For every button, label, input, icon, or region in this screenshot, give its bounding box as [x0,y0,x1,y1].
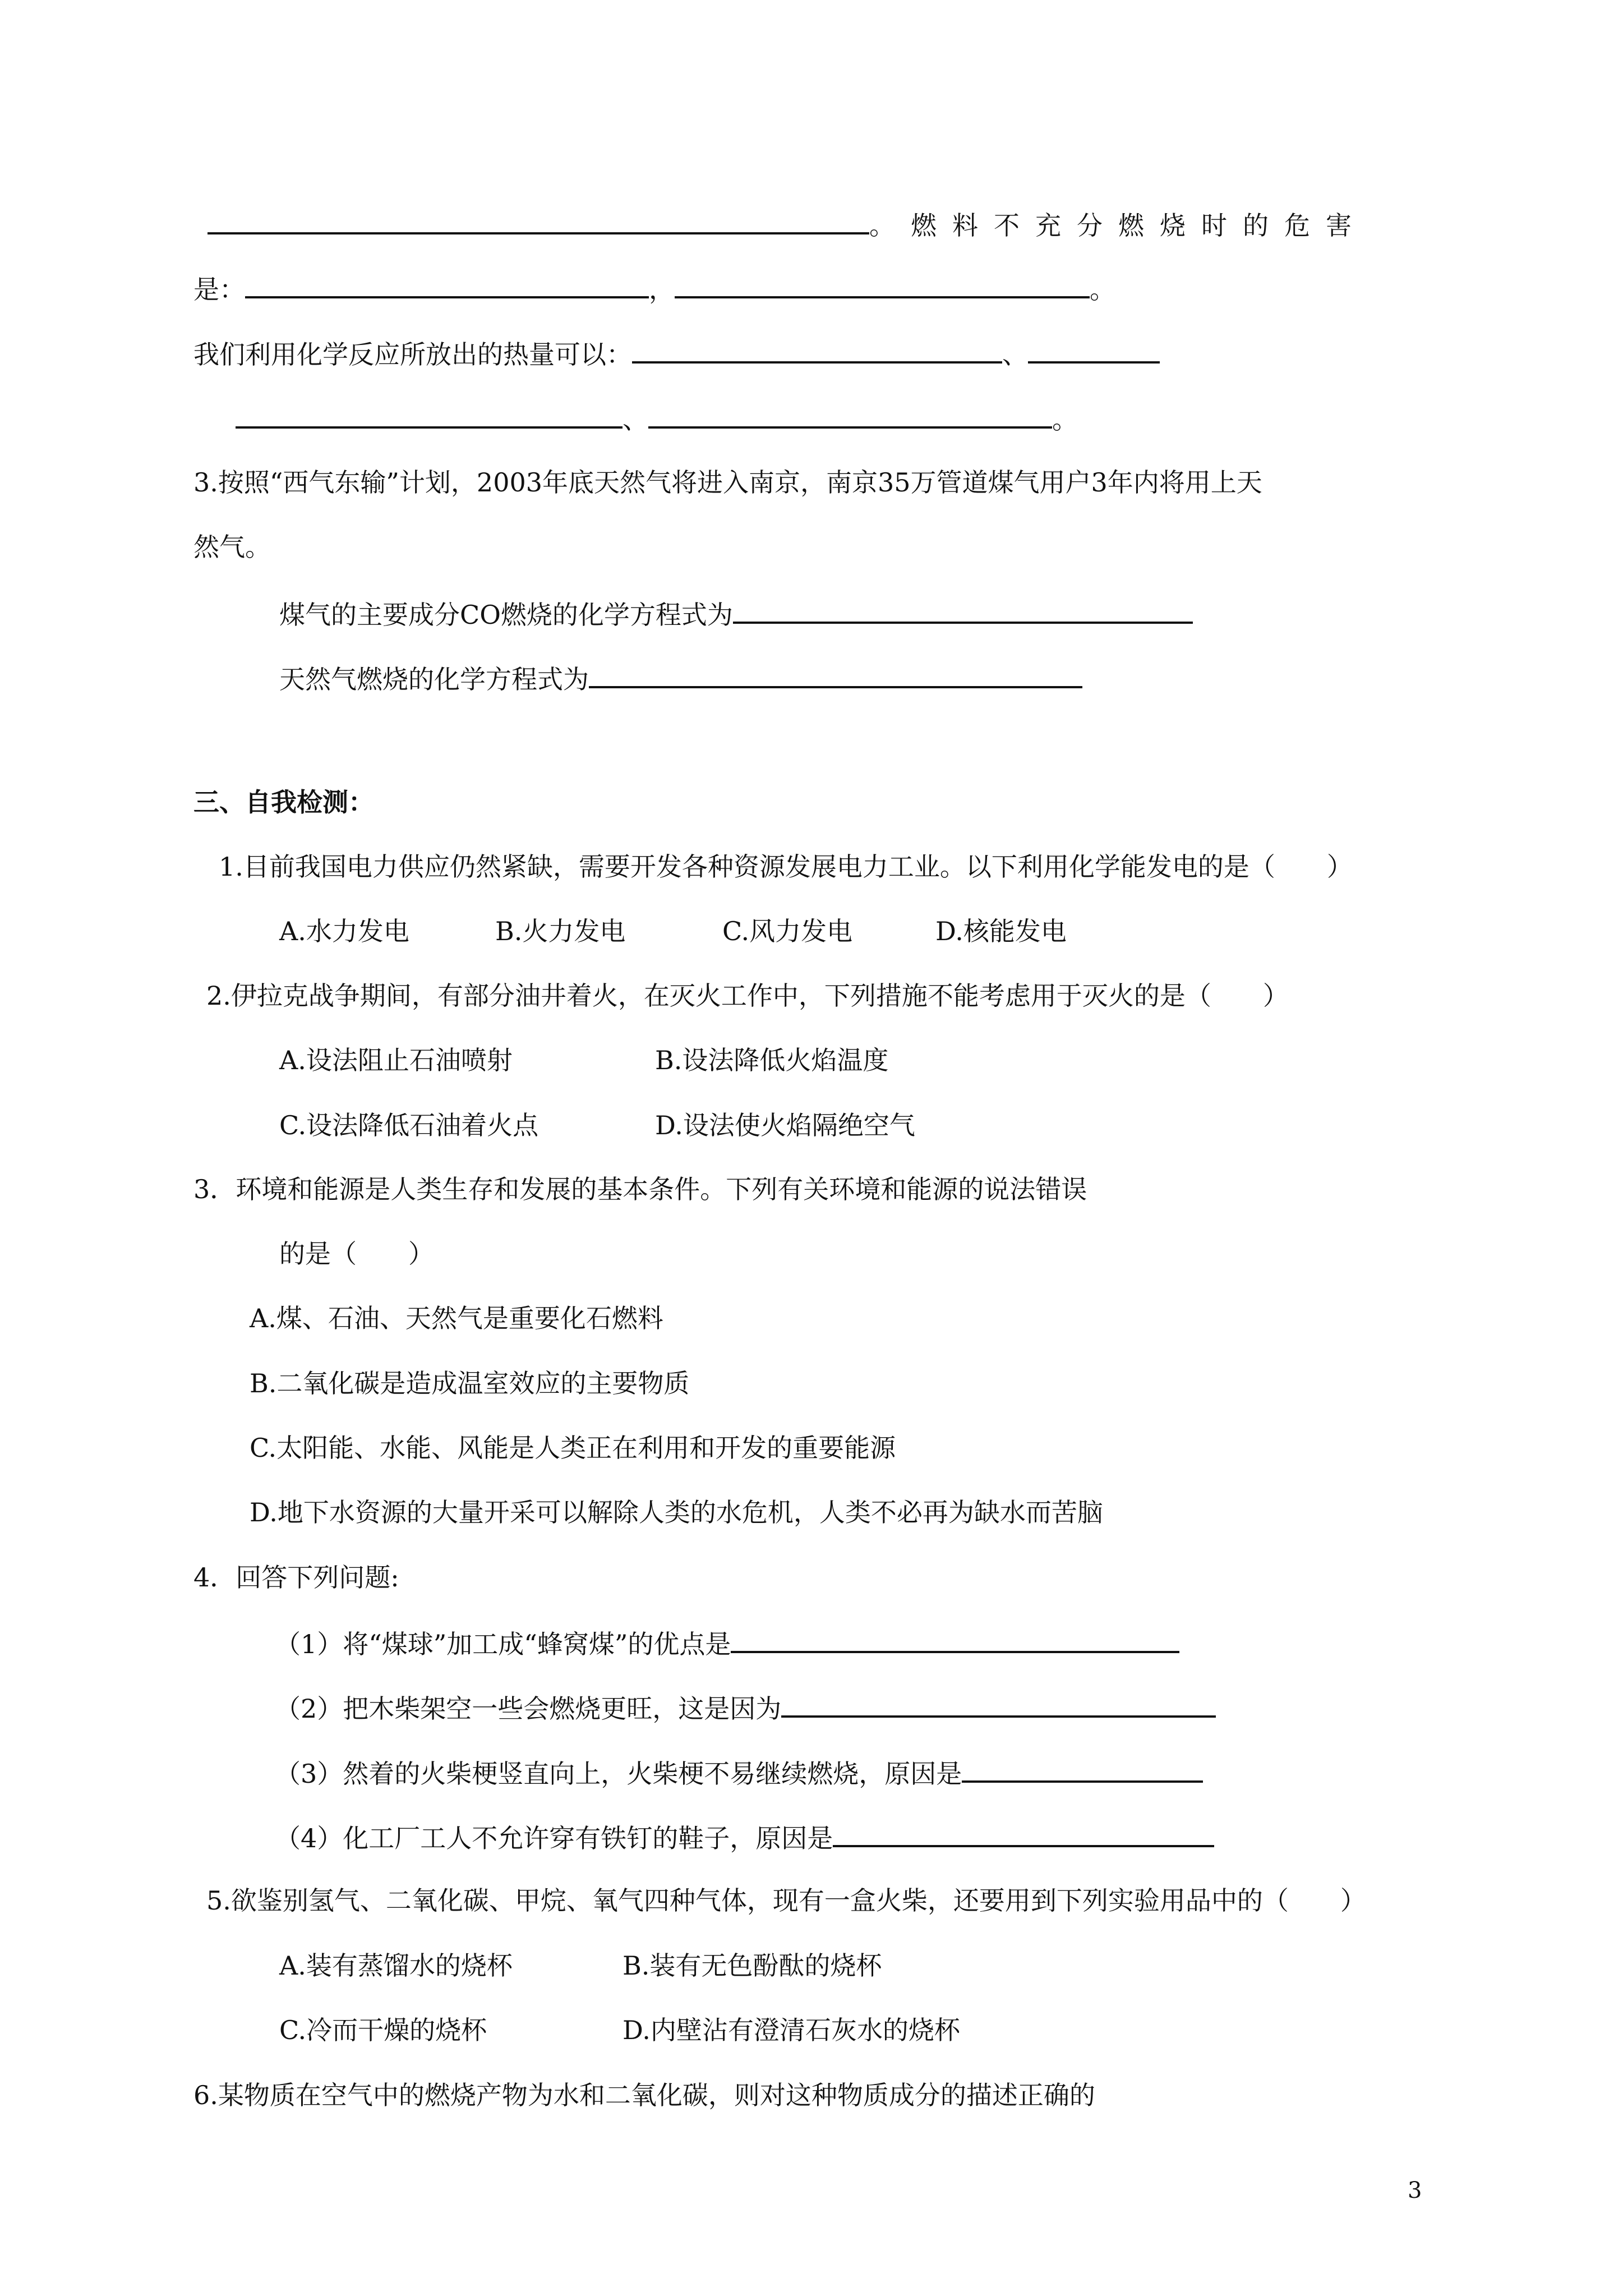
question-2-options-row-2 [279,1108,915,1142]
option-c[interactable]: C.太阳能、水能、风能是人类正在利用和开发的重要能源 [250,1433,896,1463]
answer-blank[interactable] [236,401,623,429]
question-4-stem: 4．回答下列问题: [193,1562,399,1593]
text-segment: 。 [1052,404,1078,435]
text-segment: 煤气的主要成分CO燃烧的化学方程式为 [279,600,733,630]
answer-blank[interactable] [733,596,1193,624]
question-6-stem: 6.某物质在空气中的燃烧产物为水和二氧化碳，则对这种物质成分的描述正确的 [193,2080,1095,2110]
option-b[interactable]: B.设法降低火焰温度 [655,1045,889,1075]
question-4-item-2 [275,1690,1216,1726]
answer-blank[interactable] [1028,335,1160,364]
question-3-stem: 3．环境和能源是人类生存和发展的基本条件。下列有关环境和能源的说法错误 [193,1174,1087,1204]
option-a[interactable]: A.水力发电 [279,916,409,946]
text-segment: （4）化工厂工人不允许穿有铁钉的鞋子，原因是 [275,1823,833,1853]
answer-blank[interactable] [245,270,649,298]
fill-line-1 [208,206,1367,242]
answer-blank[interactable] [781,1690,1216,1718]
section-heading: 三、自我检测： [193,787,374,817]
question-1-options [279,914,1067,948]
text-segment: （2）把木柴架空一些会燃烧更旺，这是因为 [275,1694,782,1724]
option-c[interactable]: C.冷而干燥的烧杯 [279,2015,487,2045]
answer-blank[interactable] [632,335,1002,364]
question-4-item-3 [275,1755,1203,1791]
option-b[interactable]: B.装有无色酚酞的烧杯 [623,1950,882,1981]
question-2-3-gas-equation [279,660,1082,696]
answer-blank[interactable] [675,270,1090,298]
question-5-options-row-2 [279,2013,960,2047]
fill-line-4 [236,401,1078,436]
answer-blank[interactable] [648,401,1052,429]
text-segment: 天然气燃烧的化学方程式为 [279,664,589,694]
option-d[interactable]: D.核能发电 [935,916,1067,946]
text-segment: 我们利用化学反应所放出的热量可以： [193,339,632,370]
question-2-3-co-equation [279,596,1193,632]
fill-line-2 [193,270,1115,306]
text-segment: ， [649,274,675,305]
answer-blank[interactable] [208,206,869,234]
question-2-options-row-1 [279,1043,888,1077]
option-a[interactable]: A.装有蒸馏水的烧杯 [279,1950,513,1981]
question-4-item-4 [275,1819,1214,1855]
text-segment: （3）然着的火柴梗竖直向上，火柴梗不易继续燃烧，原因是 [275,1759,962,1789]
page-number: 3 [1408,2178,1422,2203]
option-a[interactable]: A.设法阻止石油喷射 [279,1045,513,1075]
option-d[interactable]: D.地下水资源的大量开采可以解除人类的水危机，人类不必再为缺水而苦脑 [250,1497,1103,1527]
text-segment: 、 [1002,339,1028,370]
option-a[interactable]: A.煤、石油、天然气是重要化石燃料 [250,1303,663,1333]
question-2-3-line-1: 3.按照“西气东输”计划，2003年底天然气将进入南京，南京35万管道煤气用户3年内将用上天 [193,467,1262,498]
option-b[interactable]: B.火力发电 [495,916,626,946]
answer-blank[interactable] [962,1755,1203,1783]
question-3-stem-cont: 的是（ ） [279,1239,434,1269]
text-segment: 。燃料不充分燃烧时的危害 [869,210,1367,241]
option-d[interactable]: D.内壁沾有澄清石灰水的烧杯 [623,2015,960,2045]
option-c[interactable]: C.风力发电 [722,916,853,946]
text-segment: （1）将“煤球”加工成“蜂窝煤”的优点是 [275,1629,731,1659]
text-segment: 是： [193,274,245,305]
question-2-stem: 2.伊拉克战争期间，有部分油井着火，在灭火工作中，下列措施不能考虑用于灭火的是（ ） [206,981,1289,1011]
fill-line-3 [193,335,1160,371]
question-5-stem: 5.欲鉴别氢气、二氧化碳、甲烷、氧气四种气体，现有一盒火柴，还要用到下列实验用品中的（ ） [206,1885,1366,1916]
option-b[interactable]: B.二氧化碳是造成温室效应的主要物质 [250,1368,690,1398]
question-4-item-1 [275,1625,1179,1661]
option-d[interactable]: D.设法使火焰隔绝空气 [655,1110,915,1140]
answer-blank[interactable] [589,660,1082,688]
text-segment: 。 [1090,274,1115,305]
text-segment: 、 [623,404,648,435]
answer-blank[interactable] [833,1819,1214,1847]
question-2-3-line-2: 然气。 [193,532,271,562]
answer-blank[interactable] [731,1625,1179,1653]
question-1-stem: 1.目前我国电力供应仍然紧缺，需要开发各种资源发展电力工业。以下利用化学能发电的是（ ） [219,852,1353,882]
option-c[interactable]: C.设法降低石油着火点 [279,1110,539,1140]
question-5-options-row-1 [279,1949,882,1982]
